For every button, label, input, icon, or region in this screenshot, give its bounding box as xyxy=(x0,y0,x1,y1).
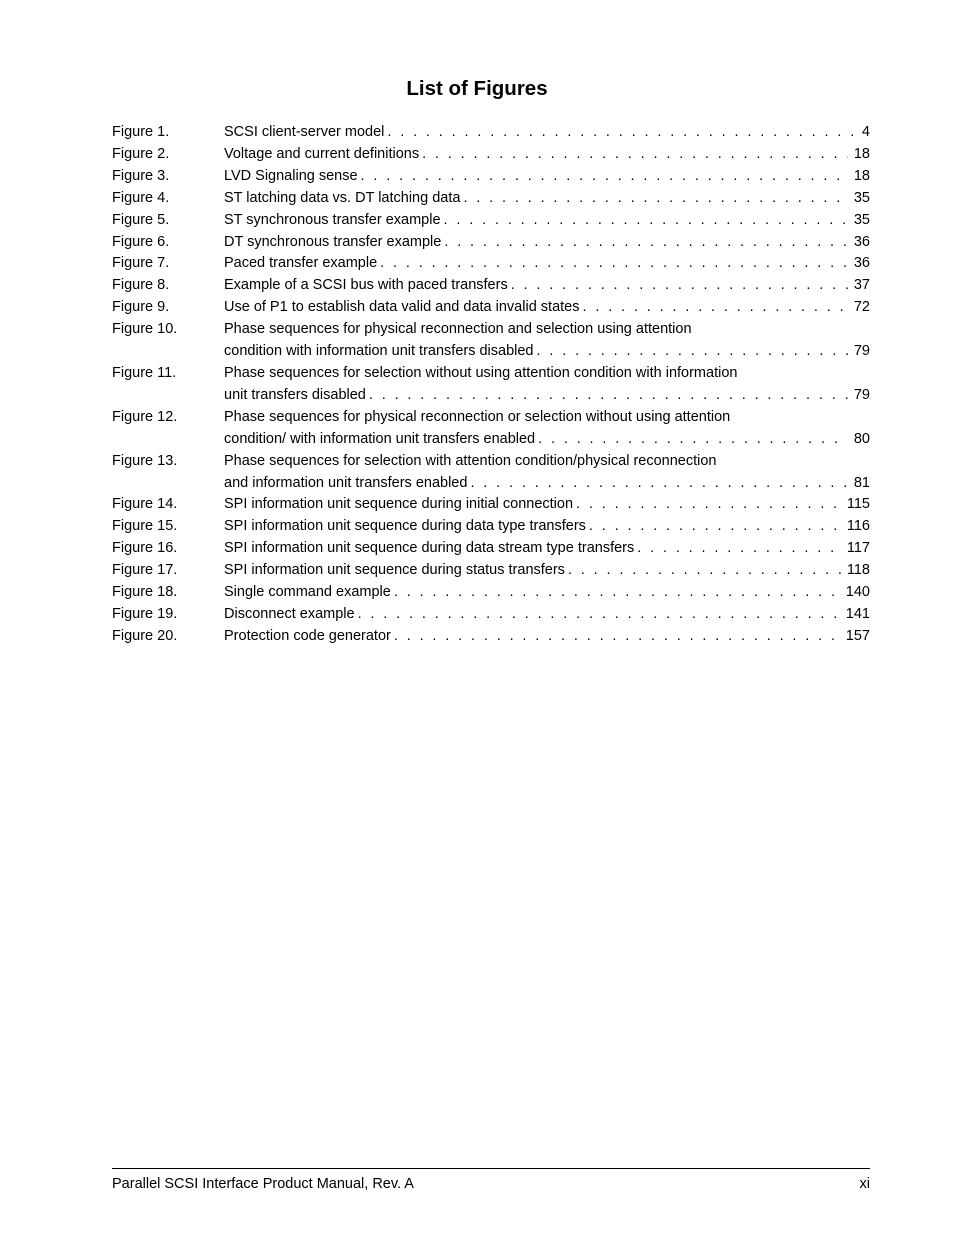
figure-list xyxy=(112,122,870,648)
figure-title: Phase sequences for selection with attention condition/physical reconnection xyxy=(224,452,717,469)
dot-leader xyxy=(637,538,841,560)
dot-leader xyxy=(444,210,848,232)
figure-title-line xyxy=(224,166,870,188)
dot-leader xyxy=(369,385,848,407)
figure-label: Figure 6. xyxy=(112,233,170,250)
figure-title-line xyxy=(224,473,870,495)
dot-leader xyxy=(361,166,848,188)
dot-leader xyxy=(538,429,848,451)
figure-page-number: 18 xyxy=(853,145,870,162)
dot-leader xyxy=(394,626,840,648)
figure-title-block xyxy=(224,451,870,495)
figure-label: Figure 4. xyxy=(112,189,170,206)
figure-title-line xyxy=(224,604,870,626)
figure-page-number: 37 xyxy=(853,277,870,294)
figure-title: ST synchronous transfer example xyxy=(224,211,441,228)
footer-page-number: xi xyxy=(859,1176,870,1192)
figure-entry[interactable] xyxy=(112,253,870,275)
figure-label: Figure 13. xyxy=(112,452,178,469)
figure-title: Phase sequences for physical reconnection or selection without using attention xyxy=(224,408,731,425)
figure-title-block xyxy=(224,319,870,363)
figure-title-line xyxy=(224,122,870,144)
figure-title-block xyxy=(224,538,870,560)
figure-entry[interactable] xyxy=(112,363,870,407)
figure-entry[interactable] xyxy=(112,144,870,166)
figure-label: Figure 1. xyxy=(112,124,170,140)
figure-label: Figure 5. xyxy=(112,211,170,228)
figure-entry[interactable] xyxy=(112,297,870,319)
dot-leader xyxy=(576,494,841,516)
figure-title-block xyxy=(224,232,870,254)
figure-title: LVD Signaling sense xyxy=(224,167,358,184)
figure-page-number: 35 xyxy=(853,211,870,228)
figure-page-number: 79 xyxy=(853,386,870,403)
figure-title-block xyxy=(224,188,870,210)
figure-title-line xyxy=(224,494,870,516)
dot-leader xyxy=(422,144,848,166)
figure-title: condition with information unit transfers disabled xyxy=(224,343,534,360)
figure-title: SPI information unit sequence during data stream type transfers xyxy=(224,540,635,557)
figure-title-line xyxy=(224,407,870,429)
figure-page-number: 79 xyxy=(853,343,870,360)
footer-divider xyxy=(112,1168,870,1169)
figure-title: ST latching data vs. DT latching data xyxy=(224,189,461,206)
figure-page-number: 18 xyxy=(853,167,870,184)
figure-title: Phase sequences for physical reconnection and selection using attention xyxy=(224,321,692,338)
page-title: List of Figures xyxy=(406,77,548,100)
figure-label: Figure 11. xyxy=(112,364,177,381)
figure-entry[interactable] xyxy=(112,188,870,210)
figure-label: Figure 20. xyxy=(112,627,178,644)
figure-page-number: 36 xyxy=(853,233,870,250)
figure-title: SCSI client-server model xyxy=(224,124,385,140)
figure-title: Disconnect example xyxy=(224,605,355,622)
figure-title-line xyxy=(224,188,870,210)
figure-title: Single command example xyxy=(224,584,391,601)
figure-label: Figure 9. xyxy=(112,299,170,316)
figure-label: Figure 10. xyxy=(112,321,178,338)
figure-title: and information unit transfers enabled xyxy=(224,474,468,491)
figure-entry[interactable] xyxy=(112,451,870,495)
dot-leader xyxy=(387,122,856,144)
figure-title-block xyxy=(224,604,870,626)
dot-leader xyxy=(582,297,847,319)
dot-leader xyxy=(380,253,848,275)
figure-label: Figure 15. xyxy=(112,518,178,535)
figure-title-block xyxy=(224,275,870,297)
dot-leader xyxy=(537,341,848,363)
dot-leader xyxy=(358,604,840,626)
figure-title-block xyxy=(224,560,870,582)
figure-title-line xyxy=(224,210,870,232)
figure-title-line xyxy=(224,232,870,254)
dot-leader xyxy=(444,232,848,254)
figure-page-number: 72 xyxy=(853,299,870,316)
figure-entry[interactable] xyxy=(112,166,870,188)
figure-title-line xyxy=(224,582,870,604)
figure-entry[interactable] xyxy=(112,626,870,648)
figure-page-number: 80 xyxy=(853,430,870,447)
figure-title-block xyxy=(224,210,870,232)
figure-title-block xyxy=(224,253,870,275)
figure-label: Figure 14. xyxy=(112,496,178,513)
figure-title-block xyxy=(224,407,870,451)
figure-page-number: 157 xyxy=(845,627,870,644)
figure-title-line xyxy=(224,297,870,319)
figure-page-number: 4 xyxy=(861,124,870,140)
figure-label: Figure 3. xyxy=(112,167,170,184)
figure-title: Protection code generator xyxy=(224,627,391,644)
figure-title-line xyxy=(224,626,870,648)
figure-title-block xyxy=(224,363,870,407)
figure-title: Example of a SCSI bus with paced transfers xyxy=(224,277,508,294)
figure-title-line xyxy=(224,516,870,538)
figure-title: Paced transfer example xyxy=(224,255,378,272)
figure-entry[interactable] xyxy=(112,210,870,232)
figure-title-block xyxy=(224,122,870,144)
page-footer xyxy=(112,1176,870,1192)
figure-label: Figure 2. xyxy=(112,145,170,162)
figure-entry[interactable] xyxy=(112,232,870,254)
figure-title: Use of P1 to establish data valid and data invalid states xyxy=(224,299,580,316)
figure-title: unit transfers disabled xyxy=(224,386,366,403)
figure-entry[interactable] xyxy=(112,516,870,538)
figure-title-line xyxy=(224,538,870,560)
figure-title-block xyxy=(224,297,870,319)
figure-label: Figure 12. xyxy=(112,408,178,425)
figure-label: Figure 17. xyxy=(112,562,178,579)
figure-label: Figure 19. xyxy=(112,605,178,622)
figure-title-line xyxy=(224,451,870,473)
figure-title-block xyxy=(224,144,870,166)
figure-title-block xyxy=(224,516,870,538)
figure-label: Figure 7. xyxy=(112,255,170,272)
figure-page-number: 35 xyxy=(853,189,870,206)
figure-title-line xyxy=(224,363,870,385)
figure-entry[interactable] xyxy=(112,319,870,363)
dot-leader xyxy=(470,473,847,495)
figure-entry[interactable] xyxy=(112,275,870,297)
figure-title: SPI information unit sequence during initial connection xyxy=(224,496,574,513)
dot-leader xyxy=(589,516,841,538)
figure-entry[interactable] xyxy=(112,604,870,626)
dot-leader xyxy=(568,560,841,582)
figure-page-number: 115 xyxy=(846,496,870,513)
dot-leader xyxy=(394,582,840,604)
dot-leader xyxy=(511,275,848,297)
figure-title: Voltage and current definitions xyxy=(224,145,420,162)
figure-page-number: 118 xyxy=(846,562,870,579)
figure-title: SPI information unit sequence during status transfers xyxy=(224,562,565,579)
figure-entry[interactable] xyxy=(112,560,870,582)
figure-title-block xyxy=(224,626,870,648)
figure-entry[interactable] xyxy=(112,122,870,144)
figure-title-line xyxy=(224,144,870,166)
figure-title-line xyxy=(224,341,870,363)
figure-title-line xyxy=(224,253,870,275)
figure-page-number: 140 xyxy=(845,584,870,601)
figure-title: SPI information unit sequence during data type transfers xyxy=(224,518,586,535)
figure-title-line xyxy=(224,385,870,407)
figure-title: DT synchronous transfer example xyxy=(224,233,442,250)
figure-page-number: 141 xyxy=(845,605,870,622)
figure-label: Figure 8. xyxy=(112,277,170,294)
figure-title: condition/ with information unit transfers enabled xyxy=(224,430,536,447)
dot-leader xyxy=(463,188,847,210)
figure-entry[interactable] xyxy=(112,538,870,560)
figure-page-number: 117 xyxy=(846,540,870,557)
figure-page-number: 81 xyxy=(853,474,870,491)
figure-title-line xyxy=(224,429,870,451)
footer-document-title: Parallel SCSI Interface Product Manual, Rev. A xyxy=(112,1176,414,1192)
figure-title-block xyxy=(224,582,870,604)
figure-entry[interactable] xyxy=(112,582,870,604)
figure-label: Figure 16. xyxy=(112,540,178,557)
figure-label: Figure 18. xyxy=(112,584,178,601)
figure-title-line xyxy=(224,560,870,582)
figure-title-block xyxy=(224,166,870,188)
figure-title-line xyxy=(224,319,870,341)
figure-title-block xyxy=(224,494,870,516)
figure-title: Phase sequences for selection without using attention condition with information xyxy=(224,364,738,381)
figure-page-number: 116 xyxy=(846,518,870,535)
figure-entry[interactable] xyxy=(112,407,870,451)
figure-page-number: 36 xyxy=(853,255,870,272)
figure-entry[interactable] xyxy=(112,494,870,516)
figure-title-line xyxy=(224,275,870,297)
